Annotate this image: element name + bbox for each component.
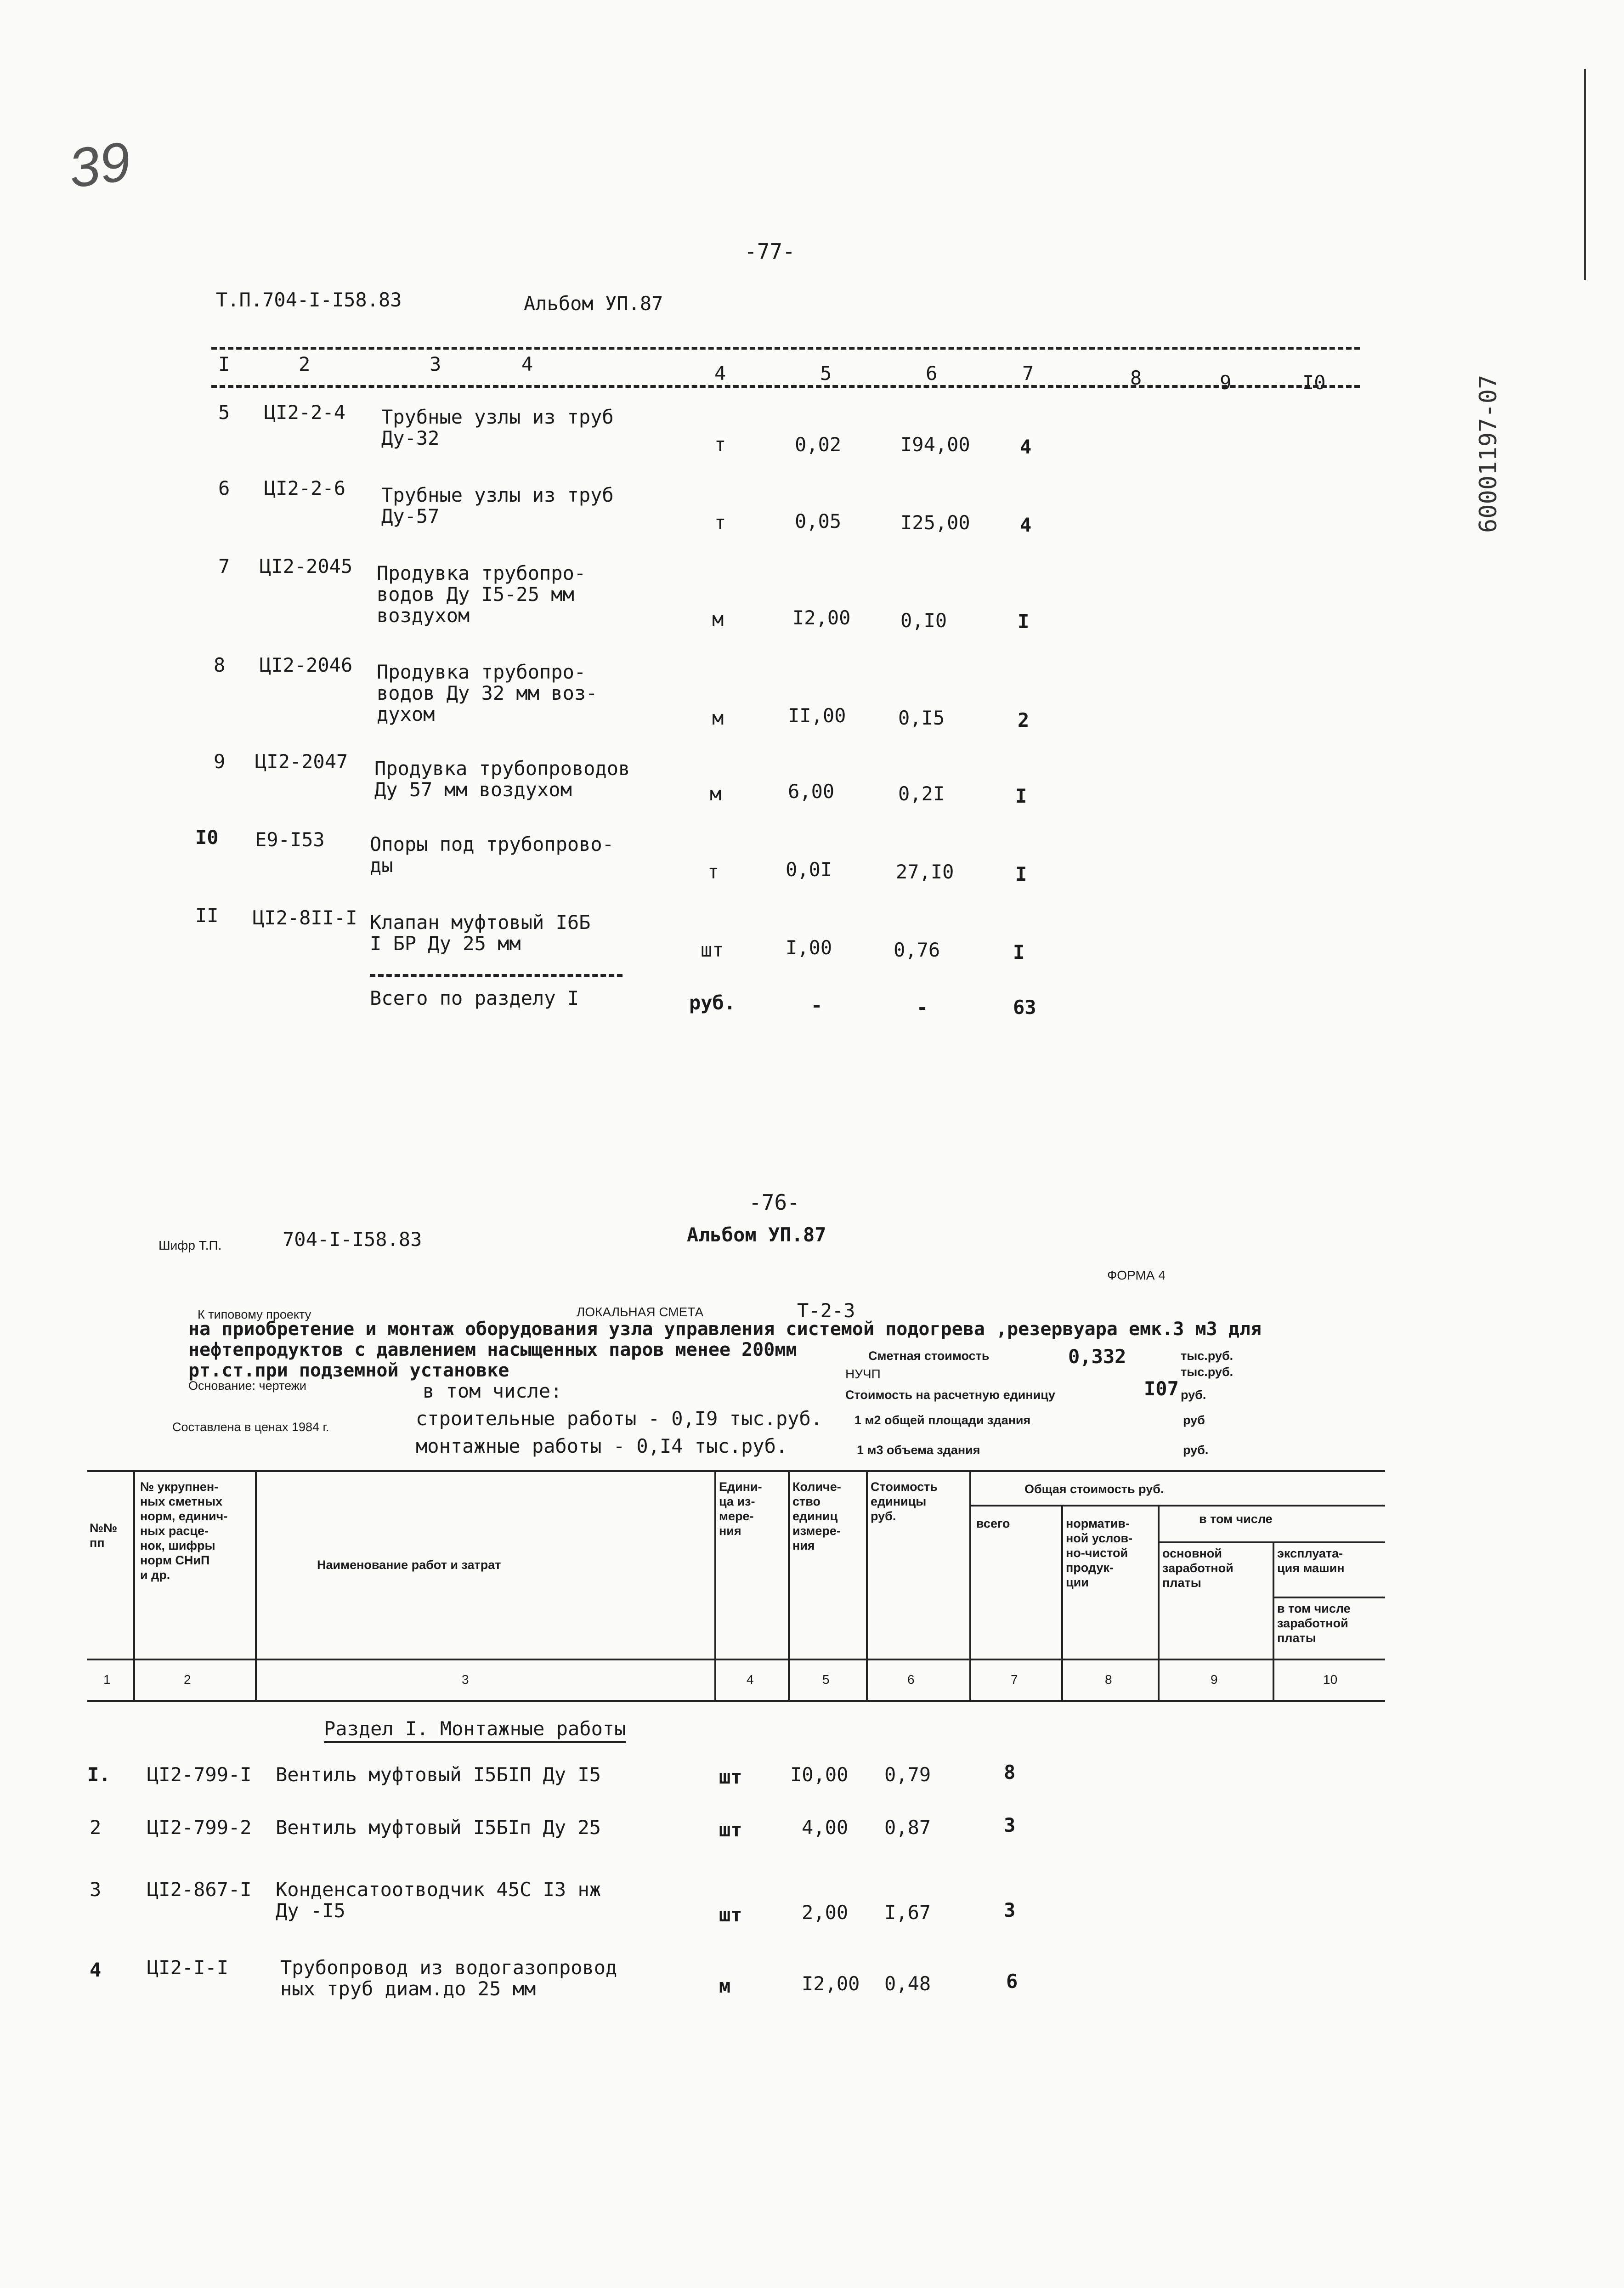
row-total: 4: [1020, 436, 1032, 458]
top-colnum-6: 6: [926, 362, 938, 385]
top-colnum-2: 2: [299, 353, 311, 375]
header-c9: основной заработной платы: [1162, 1546, 1234, 1590]
estimate-cost-label: Сметная стоимость: [868, 1349, 990, 1363]
header-total-group: Общая стоимость руб.: [1024, 1482, 1164, 1496]
row-qty: I2,00: [792, 606, 851, 629]
top-page-number: -77-: [744, 239, 795, 264]
in-that-number: в том числе:: [423, 1380, 562, 1402]
row-total: I: [1015, 785, 1027, 807]
scan-edge-line: [1584, 69, 1586, 280]
row-name: Трубные узлы из труб Ду-57: [381, 484, 614, 527]
summary-total: 63: [1013, 996, 1036, 1019]
row-total: 6: [1006, 1970, 1018, 1993]
top-colnum-1: I: [218, 353, 230, 375]
row-qty: 0,02: [795, 433, 842, 456]
summary-qty: -: [811, 994, 823, 1016]
header-incl: в том числе: [1199, 1512, 1273, 1526]
row-unit: м: [712, 707, 724, 729]
row-name: Трубопровод из водогазопровод ных труб диам.до 25 мм: [280, 1956, 617, 2000]
estimate-desc-line2: нефтепродуктов с давлением насыщенных паров менее 200мм: [188, 1339, 797, 1360]
row-name: Конденсатоотводчик 45С I3 нж Ду -I5: [276, 1878, 601, 1922]
row-price: 0,87: [884, 1816, 931, 1839]
top-summary-rule: [370, 974, 622, 977]
row-qty: 4,00: [802, 1816, 849, 1839]
row-no: 2: [90, 1816, 102, 1839]
row-name: Клапан муфтовый I6Б I БР Ду 25 мм: [370, 911, 591, 955]
row-unit: шт: [701, 939, 724, 961]
estimate-desc-line1: на приобретение и монтаж оборудования узла управления системой подогрева ,резервуара емк.3 м3 для: [188, 1319, 1262, 1340]
row-code: ЦI2-2047: [255, 750, 348, 773]
row-no: II: [195, 904, 219, 927]
top-header-rule-lower: [211, 385, 1360, 388]
side-stamp: 60001197-07: [1475, 374, 1502, 533]
row-total: I: [1013, 941, 1025, 963]
rub-1: руб.: [1181, 1388, 1206, 1402]
row-price: 0,I5: [898, 707, 945, 729]
header-c2: № укрупнен- ных сметных норм, единич- ных расце- нок, шифры норм СНиП и др.: [140, 1480, 228, 1582]
row-name: Продувка трубопроводов Ду 57 мм воздухом: [374, 757, 630, 801]
installation-work: монтажные работы - 0,I4 тыс.руб.: [416, 1435, 788, 1457]
summary-unit: руб.: [689, 991, 736, 1014]
header-c1: №№ пп: [90, 1521, 118, 1550]
top-colnum-4b: 4: [714, 362, 726, 385]
row-name: Трубные узлы из труб Ду-32: [381, 406, 614, 449]
row-unit: т: [714, 433, 726, 456]
header-c8: норматив- ной услов- но-чистой продук- ции: [1066, 1517, 1133, 1589]
total-group-divider: [969, 1505, 1385, 1506]
colnum-8: 8: [1105, 1672, 1112, 1687]
unit-thousand-rub-1: тыс.руб.: [1181, 1349, 1234, 1363]
top-colnum-3: 3: [430, 353, 441, 375]
colnum-10: 10: [1323, 1672, 1338, 1687]
row-code: ЦI2-2046: [260, 654, 353, 676]
row-total: I: [1018, 610, 1030, 633]
col-border-2: [255, 1470, 257, 1700]
row-code: ЦI2-799-2: [147, 1816, 252, 1839]
col-border-5: [866, 1470, 868, 1700]
bottom-album: Альбом УП.87: [687, 1223, 826, 1246]
colnum-9: 9: [1211, 1672, 1218, 1687]
colnum-5: 5: [822, 1672, 830, 1687]
colnum-1: 1: [103, 1672, 111, 1687]
col-border-4: [788, 1470, 790, 1700]
row-total: 3: [1004, 1814, 1016, 1836]
row-code: ЦI2-I-I: [147, 1956, 229, 1979]
row-price: 27,I0: [896, 861, 954, 883]
incl-group-divider: [1158, 1541, 1385, 1543]
row-total: 2: [1018, 709, 1030, 731]
unit-cost-value: I07: [1144, 1377, 1179, 1400]
header-bottom-border: [87, 1659, 1385, 1660]
col-border-1: [133, 1470, 135, 1700]
row-name: Опоры под трубопрово- ды: [370, 833, 614, 877]
row-qty: II,00: [788, 704, 846, 727]
nuchp-label: НУЧП: [845, 1367, 881, 1381]
row-qty: I0,00: [790, 1763, 849, 1786]
row-unit: т: [714, 511, 726, 534]
row-code: ЦI2-2045: [260, 555, 353, 578]
row-price: 0,76: [894, 939, 940, 961]
header-c10a: эксплуата- ция машин: [1277, 1546, 1345, 1575]
row-qty: I2,00: [802, 1972, 860, 1995]
col-border-8: [1158, 1505, 1160, 1700]
row-code: Е9-I53: [255, 828, 325, 851]
row-price: I94,00: [900, 433, 970, 456]
row-qty: 6,00: [788, 780, 835, 803]
col-border-7: [1061, 1505, 1063, 1700]
colnum-bottom-border: [87, 1700, 1385, 1702]
rub-2: руб: [1183, 1413, 1205, 1427]
row-unit: шт: [719, 1903, 742, 1926]
row-price: 0,79: [884, 1763, 931, 1786]
row-code: ЦI2-8II-I: [253, 906, 357, 929]
top-album: Альбом УП.87: [524, 292, 663, 315]
row-code: ЦI2-2-6: [264, 477, 346, 499]
row-unit: шт: [719, 1818, 742, 1841]
row-price: 0,I0: [900, 609, 947, 632]
row-name: Продувка трубопро- водов Ду 32 мм воз- духом: [377, 661, 598, 725]
row-total: I: [1015, 863, 1027, 885]
colnum-6: 6: [907, 1672, 915, 1687]
col-border-9: [1273, 1541, 1274, 1700]
row-name: Вентиль муфтовый I5БIп Ду 25: [276, 1816, 601, 1839]
area-label: 1 м2 общей площади здания: [854, 1413, 1031, 1427]
row-code: ЦI2-2-4: [264, 401, 346, 424]
table-top-border: [87, 1470, 1385, 1472]
row-qty: 0,0I: [786, 858, 832, 881]
row-price: I,67: [884, 1901, 931, 1924]
col-border-3: [714, 1470, 716, 1700]
row-name: Продувка трубопро- водов Ду I5-25 мм воздухом: [377, 562, 586, 627]
row-name: Вентиль муфтовый I5БIП Ду I5: [276, 1763, 601, 1786]
top-project-code: Т.П.704-I-I58.83: [216, 289, 402, 311]
row-total: 8: [1004, 1761, 1016, 1784]
header-c5: Количе- ство единиц измере- ния: [792, 1480, 841, 1552]
row-no: 7: [218, 555, 230, 578]
header-c7: всего: [976, 1517, 1010, 1530]
top-colnum-7: 7: [1022, 362, 1034, 385]
header-c3: Наименование работ и затрат: [317, 1558, 501, 1572]
header-c10b: в том числе заработной платы: [1277, 1602, 1351, 1645]
cipher-value: 704-I-I58.83: [283, 1228, 422, 1251]
row-code: ЦI2-799-I: [147, 1763, 252, 1786]
row-no: 3: [90, 1878, 102, 1901]
row-price: 0,48: [884, 1972, 931, 1995]
form-label: ФОРМА 4: [1107, 1268, 1166, 1282]
bottom-page-number: -76-: [749, 1190, 800, 1215]
header-c6: Стоимость единицы руб.: [871, 1480, 938, 1523]
colnum-4: 4: [747, 1672, 754, 1687]
top-header-rule-upper: [211, 347, 1360, 350]
top-colnum-9: 9: [1220, 371, 1232, 394]
estimate-desc-line3: рт.ст.при подземной установке: [188, 1360, 509, 1381]
row-no: I.: [87, 1763, 111, 1786]
top-colnum-4a: 4: [521, 353, 533, 375]
row-no: 9: [214, 750, 226, 773]
to-project-label: К типовому проекту: [198, 1308, 311, 1321]
estimate-number: Т-2-3: [797, 1299, 855, 1322]
construction-work: строительные работы - 0,I9 тыс.руб.: [416, 1407, 823, 1430]
compiled-label: Составлена в ценах 1984 г.: [172, 1420, 329, 1434]
unit-cost-label: Стоимость на расчетную единицу: [845, 1388, 1055, 1402]
row-unit: м: [710, 782, 722, 805]
row-unit: м: [719, 1975, 731, 1997]
row-no: 4: [90, 1959, 102, 1981]
summary-price: -: [917, 996, 928, 1019]
row-no: 6: [218, 477, 230, 499]
row-price: I25,00: [900, 511, 970, 534]
volume-label: 1 м3 объема здания: [857, 1443, 980, 1457]
colnum-2: 2: [184, 1672, 191, 1687]
row-no: I0: [195, 826, 219, 849]
rub-3: руб.: [1183, 1443, 1209, 1457]
header-c4: Едини- ца из- мере- ния: [719, 1480, 762, 1538]
row-qty: 0,05: [795, 510, 842, 532]
basis-label: Основание: чертежи: [188, 1379, 306, 1393]
top-colnum-10: I0: [1302, 371, 1326, 394]
row-unit: т: [707, 861, 719, 883]
top-colnum-5: 5: [820, 362, 832, 385]
machines-divider: [1273, 1597, 1385, 1598]
row-total: 3: [1004, 1899, 1016, 1921]
row-price: 0,2I: [898, 782, 945, 805]
col-border-6: [969, 1470, 971, 1700]
colnum-3: 3: [462, 1672, 469, 1687]
estimate-title: ЛОКАЛЬНАЯ СМЕТА: [577, 1305, 704, 1319]
row-no: 5: [218, 401, 230, 424]
row-unit: шт: [719, 1766, 742, 1788]
unit-thousand-rub-2: тыс.руб.: [1181, 1365, 1234, 1379]
summary-label: Всего по разделу I: [370, 987, 579, 1009]
row-qty: I,00: [786, 936, 832, 959]
row-no: 8: [214, 654, 226, 676]
row-total: 4: [1020, 514, 1032, 536]
row-unit: м: [712, 608, 724, 630]
top-colnum-8: 8: [1130, 367, 1142, 389]
cipher-label: Шифр Т.П.: [158, 1238, 222, 1252]
handwritten-corner-mark: 39: [65, 130, 135, 200]
row-code: ЦI2-867-I: [147, 1878, 252, 1901]
colnum-7: 7: [1011, 1672, 1018, 1687]
row-qty: 2,00: [802, 1901, 849, 1924]
estimate-cost-value: 0,332: [1068, 1345, 1126, 1368]
section-title: Раздел I. Монтажные работы: [324, 1718, 626, 1743]
